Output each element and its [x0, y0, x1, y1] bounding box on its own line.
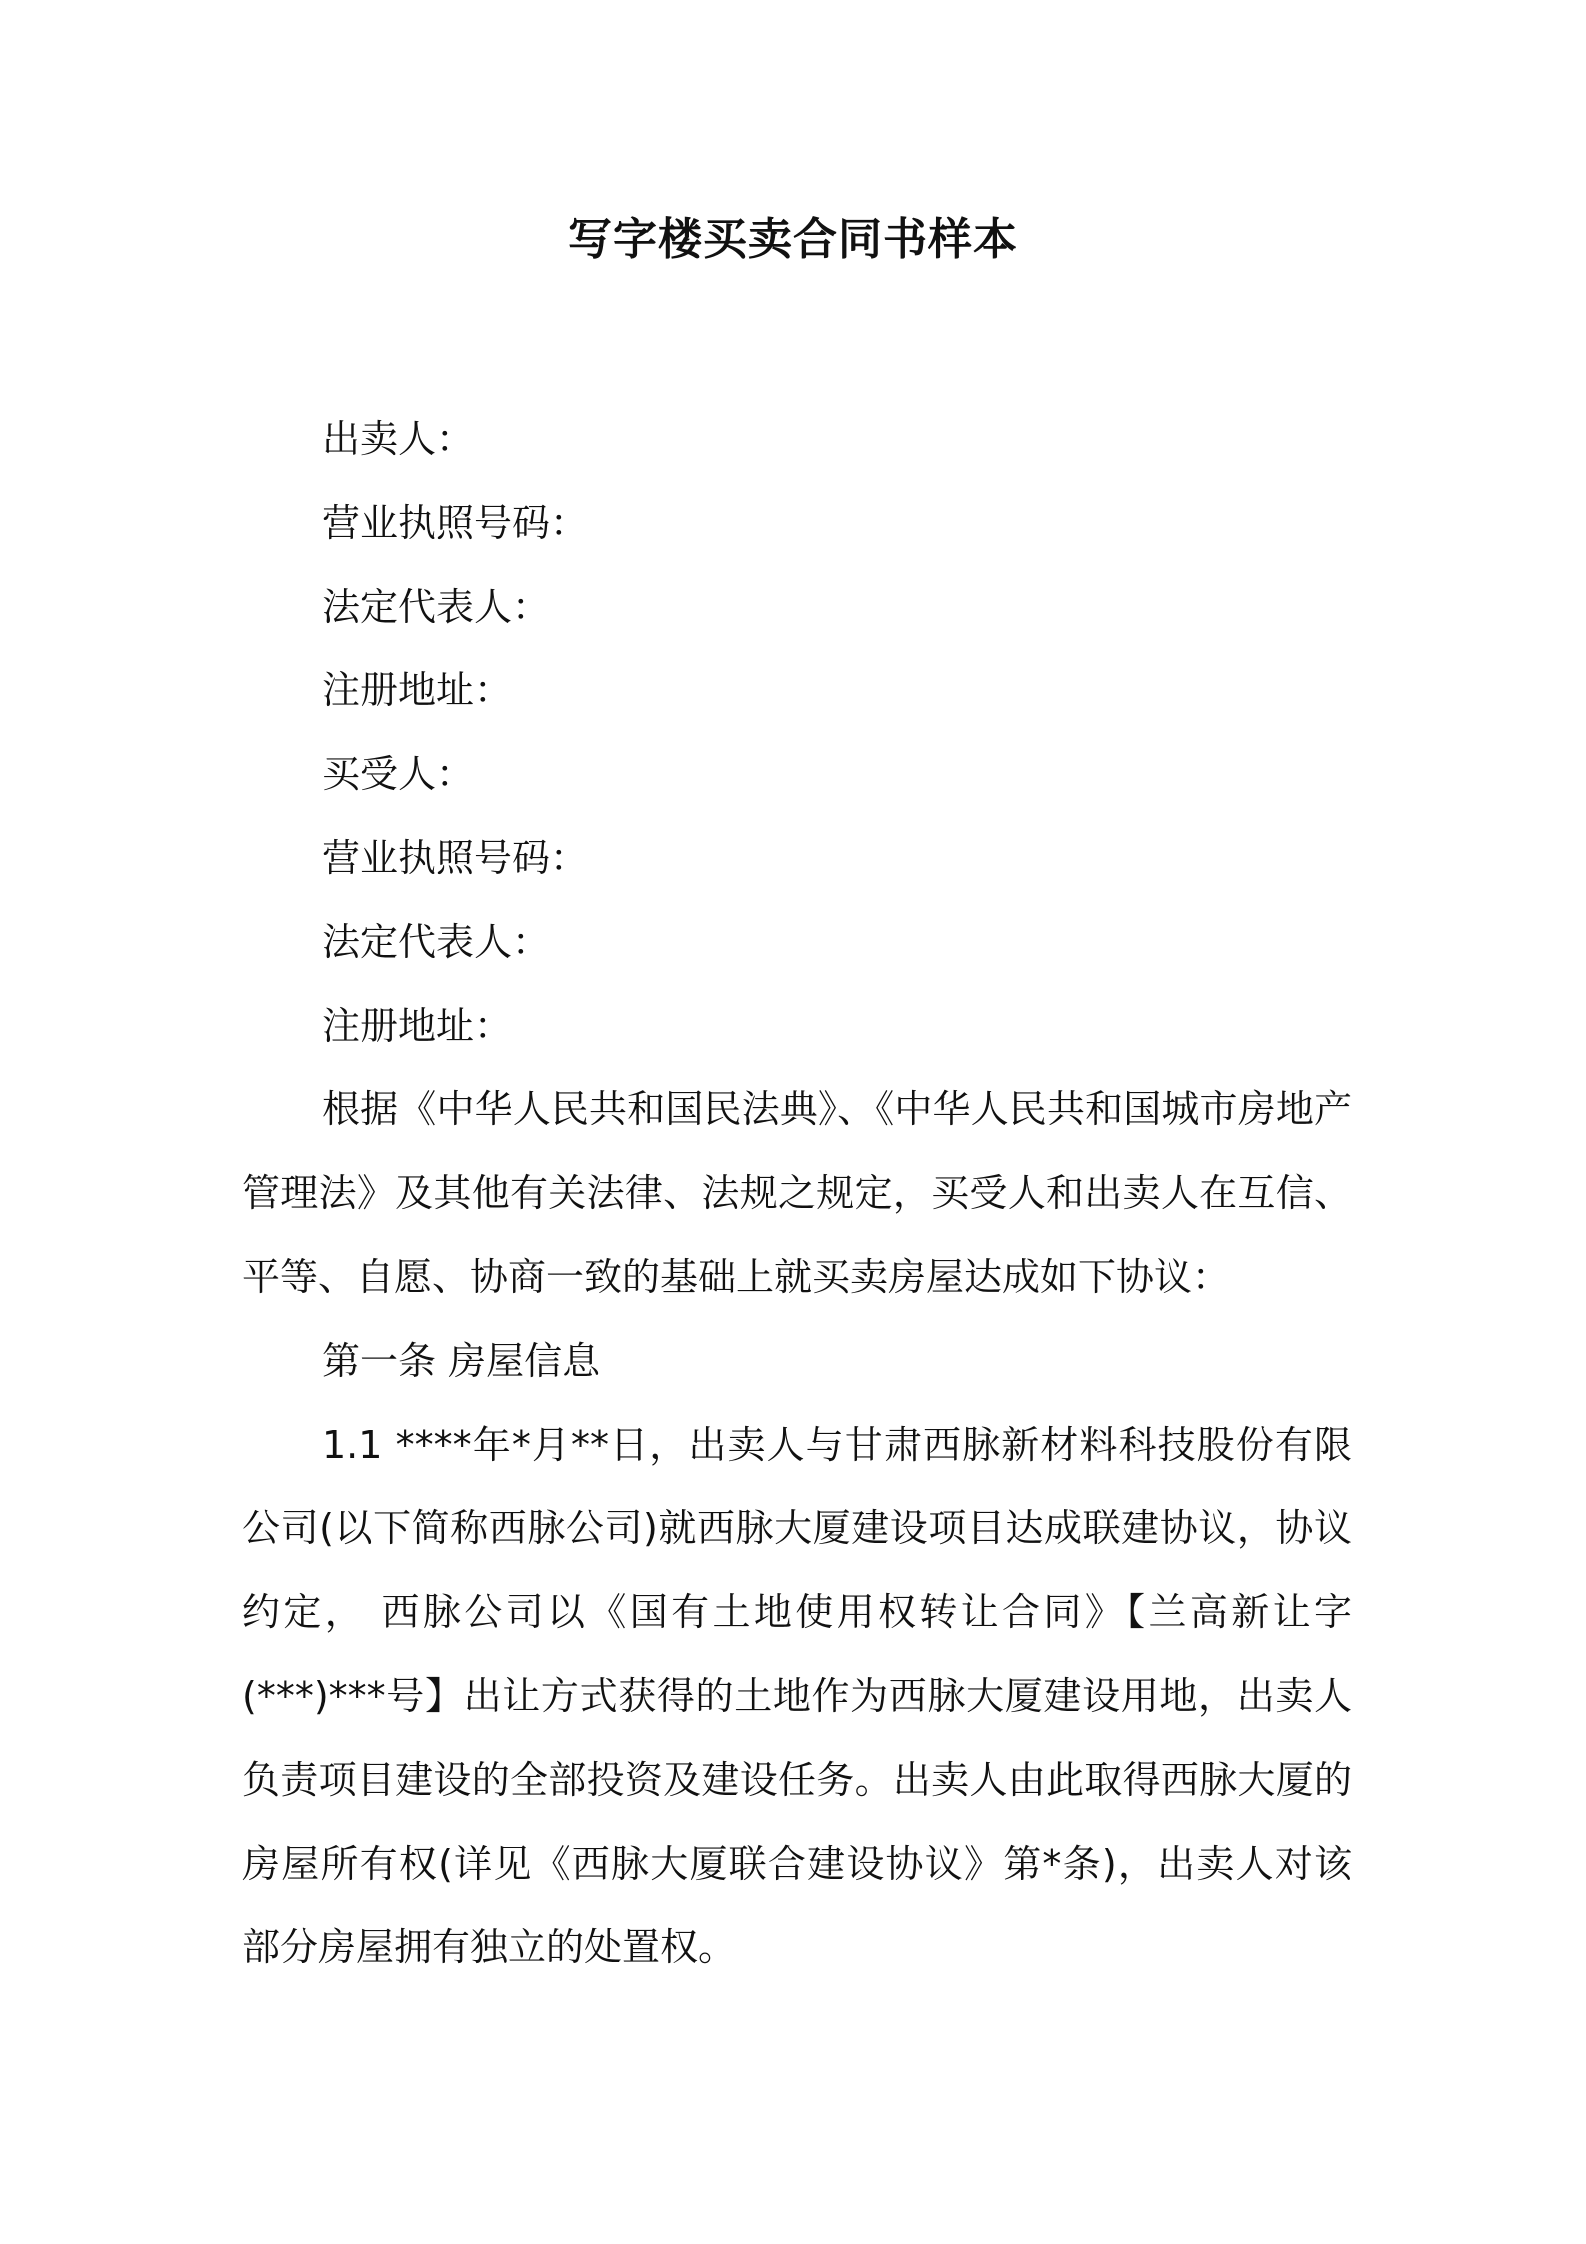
preamble-paragraph: 根据《中华人民共和国民法典》、《中华人民共和国城市房地产管理法》及其他有关法律、法规之规定，买受人和出卖人在互信、平等、自愿、协商一致的基础上就买卖房屋达成如下协议：: [242, 1087, 1352, 1299]
seller-legal-rep-label: 法定代表人：: [322, 584, 551, 629]
buyer-legal-rep-label: 法定代表人：: [322, 919, 551, 964]
buyer-label: 买受人：: [322, 752, 475, 797]
document-body: [242, 398, 1352, 1990]
document-title: 写字楼买卖合同书样本: [568, 214, 1018, 265]
buyer-license-label: 营业执照号码：: [322, 835, 589, 880]
seller-license-label: 营业执照号码：: [322, 500, 589, 545]
buyer-address-label: 注册地址：: [322, 1003, 513, 1048]
article-1-heading: 第一条 房屋信息: [322, 1338, 601, 1383]
clause-1-1-paragraph: 1.1 ****年*月**日，出卖人与甘肃西脉新材料科技股份有限公司(以下简称西脉公司)就西脉大厦建设项目达成联建协议，协议约定， 西脉公司以《国有土地使用权转让合同》【兰高新让字(***)***号】出让方式获得的土地作为西脉大厦建设用地，出卖人负责项目建设的全部投资及建设任务。出卖人由此取得西脉大厦的房屋所有权(详见《西脉大厦联合建设协议》第*条)，出卖人对该部分房屋拥有独立的处置权。: [242, 1422, 1352, 1970]
seller-label: 出卖人：: [322, 417, 475, 461]
seller-address-label: 注册地址：: [322, 668, 513, 713]
